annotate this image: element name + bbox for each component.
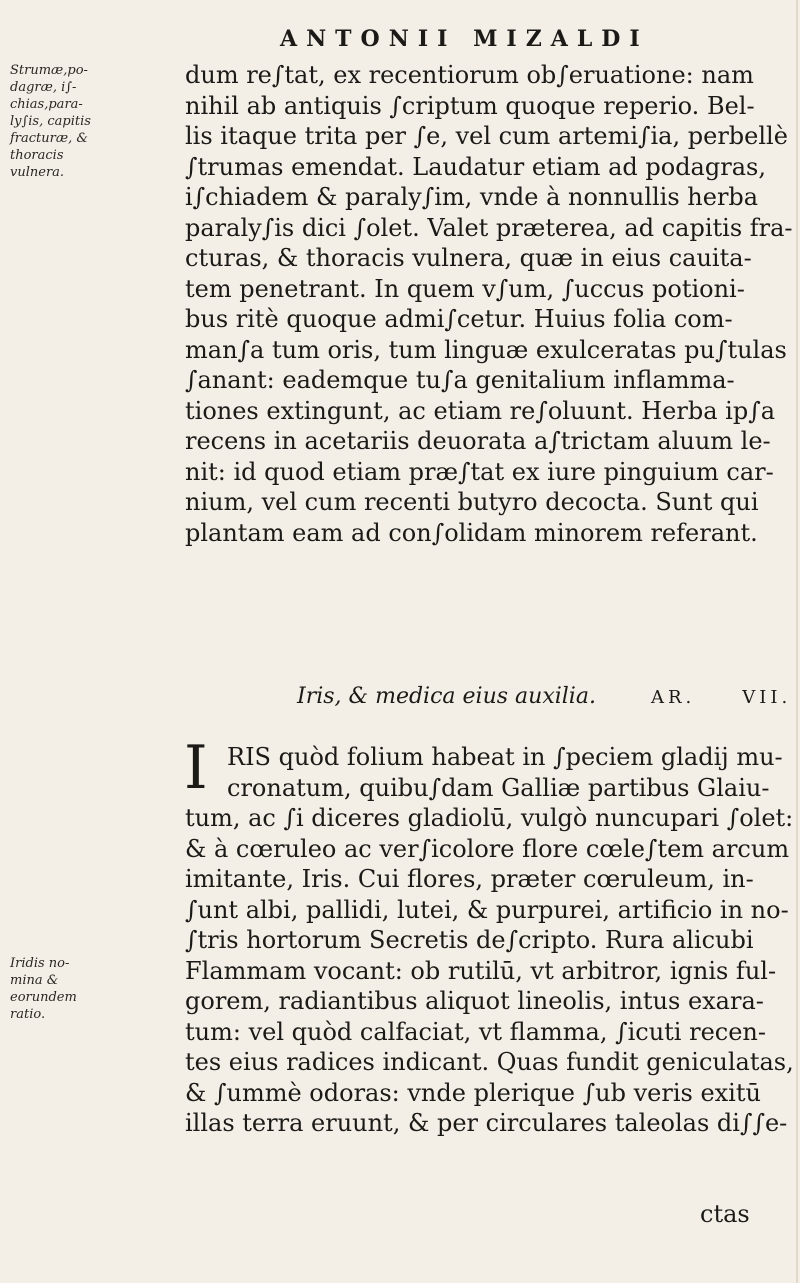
- margin-line: Strumæ,po-: [10, 63, 88, 78]
- text-line: ∫anant: eademque tu∫a genitalium inflamma-: [185, 366, 735, 394]
- text-line: tum, ac ∫i diceres gladiolū, vulgò nuncupari ∫olet:: [185, 804, 794, 832]
- text-line: tiones extingunt, ac etiam re∫oluunt. Herba ip∫a: [185, 396, 776, 425]
- text-line: & ∫ummè odoras: vnde plerique ∫ub veris exitū: [185, 1078, 761, 1107]
- text-line: gorem, radiantibus aliquot lineolis, intus exara-: [185, 987, 764, 1015]
- text-line: recens in acetariis deuorata a∫trictam aluum le-: [185, 427, 771, 455]
- margin-line: fracturæ, &: [10, 131, 88, 146]
- text-line: illas terra eruunt, & per circulares taleolas di∫∫e-: [185, 1109, 788, 1137]
- margin-line: dagræ, i∫-: [10, 80, 77, 95]
- text-line: paraly∫is dici ∫olet. Valet præterea, ad capitis fra-: [185, 213, 793, 242]
- margin-line: ratio.: [10, 1007, 46, 1022]
- body-text-section-2: [185, 742, 794, 1139]
- text-line: RIS quòd folium habeat in ∫peciem gladij mu-: [227, 743, 783, 771]
- drop-capital: I: [184, 733, 208, 803]
- text-line: cronatum, quibu∫dam Galliæ partibus Glaiu-: [227, 773, 770, 802]
- catchword: ctas: [700, 1200, 750, 1228]
- text-line: imitante, Iris. Cui flores, præter cœruleum, in-: [185, 865, 754, 893]
- text-line: ∫trumas emendat. Laudatur etiam ad podagras,: [185, 152, 766, 181]
- text-line: & à cœruleo ac ver∫icolore flore cœle∫tem arcum: [185, 834, 790, 863]
- text-line: ∫unt albi, pallidi, lutei, & purpurei, artificio in no-: [185, 895, 789, 924]
- text-line: plantam eam ad con∫olidam minorem referant.: [185, 518, 758, 547]
- margin-line: thoracis: [10, 148, 64, 163]
- margin-note-strumae: [10, 62, 180, 181]
- running-header: ANTONII MIZALDI: [280, 26, 649, 52]
- body-text-section-1: [185, 60, 793, 548]
- text-line: man∫a tum oris, tum linguæ exulceratas pu∫tulas: [185, 335, 787, 364]
- text-line: bus ritè quoque admi∫cetur. Huius folia com-: [185, 305, 733, 333]
- article-number: VII.: [742, 687, 792, 708]
- text-line: nihil ab antiquis ∫criptum quoque reperio. Bel-: [185, 91, 755, 120]
- margin-line: eorundem: [10, 990, 77, 1005]
- text-line: dum re∫tat, ex recentiorum ob∫eruatione: nam: [185, 61, 754, 89]
- margin-line: ly∫is, capitis: [10, 114, 91, 129]
- article-label: AR.: [650, 687, 696, 708]
- margin-note-iridis: [10, 955, 180, 1023]
- section-title: Iris, & medica eius auxilia.: [297, 684, 596, 709]
- margin-line: vulnera.: [10, 165, 65, 180]
- text-line: tum: vel quòd calfaciat, vt flamma, ∫icuti recen-: [185, 1017, 766, 1046]
- margin-line: Iridis no-: [10, 956, 70, 971]
- text-line: nit: id quod etiam præ∫tat ex iure pinguium car-: [185, 457, 774, 486]
- margin-line: mina &: [10, 973, 59, 988]
- text-line: lis itaque trita per ∫e, vel cum artemi∫ia, perbellè: [185, 122, 788, 150]
- page-edge: [796, 0, 798, 1283]
- text-line: nium, vel cum recenti butyro decocta. Sunt qui: [185, 488, 759, 516]
- margin-line: chias,para-: [10, 97, 83, 112]
- text-line: Flammam vocant: ob rutilū, vt arbitror, ignis ful-: [185, 956, 777, 985]
- text-line: cturas, & thoracis vulnera, quæ in eius cauita-: [185, 244, 752, 272]
- text-line: i∫chiadem & paraly∫im, vnde à nonnullis herba: [185, 183, 759, 211]
- text-line: tes eius radices indicant. Quas fundit geniculatas,: [185, 1048, 794, 1076]
- section-heading: [297, 684, 792, 709]
- text-line: ∫tris hortorum Secretis de∫cripto. Rura alicubi: [185, 926, 754, 954]
- text-line: tem penetrant. In quem v∫um, ∫uccus potioni-: [185, 274, 745, 303]
